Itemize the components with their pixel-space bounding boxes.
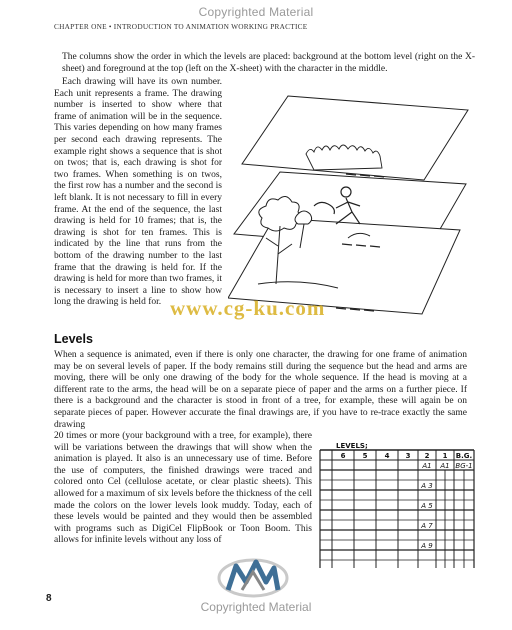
paragraph-levels <box>54 350 467 431</box>
xsheet-col-6: 6 <box>340 452 346 460</box>
xsheet-entry-a7: A 7 <box>421 522 433 530</box>
watermark-logo <box>214 552 292 600</box>
xsheet-entry-a5: A 5 <box>421 502 433 510</box>
section-heading-levels: Levels <box>54 332 93 346</box>
paragraph-columns: The columns show the order in which the levels are placed: background at the bottom level (right on the X-sheet) and foreground at the top (left on the X-sheet) with the character in the middle. <box>62 52 475 74</box>
xsheet-col-3: 3 <box>405 452 411 460</box>
xsheet-illustration <box>318 440 476 570</box>
paragraph-drawing-number-text: Each drawing will have its own number. Each unit represents a frame. The drawing number is inserted to show where that frame of animation will be in the sequence. This varies depending on how many frames per second each drawing represents. The example right shows a sequence that is shot on twos; that is, each drawing is shot for two frames. When something is on twos, the first row has a number and the second is left blank. It is not necessary to fill in every frame. At the end of the sequence, the last drawing is held for 10 frames; that is, the drawing is shot for ten frames. This is indicated by the line that runs from the bottom of the drawing number to the last frame that the drawing is held for. If the drawing is held for more than two frames, it is necessary to insert a line to show how long the drawing is held for. <box>54 77 222 308</box>
xsheet-cell-2-1: A1 <box>422 462 432 470</box>
site-watermark: www.cg-ku.com <box>170 296 326 320</box>
page-number: 8 <box>46 593 52 604</box>
copyright-watermark-bottom: Copyrighted Material <box>200 600 312 614</box>
xsheet-entry-a9: A 9 <box>421 542 433 550</box>
xsheet-col-2: 2 <box>424 452 430 460</box>
copyright-watermark-top: Copyrighted Material <box>198 5 314 19</box>
running-head: CHAPTER ONE • INTRODUCTION TO ANIMATION WORKING PRACTICE <box>54 22 308 31</box>
xsheet-title: LEVELS; <box>336 442 368 450</box>
paragraph-cel: 20 times or more (your background with a tree, for example), there will be variations between the drawings that will show when the animation is played. It also is an unnecessary use of time. Before the use of computers, the finished drawings were traced and colored onto Cel (cellulose acetate, or clear plastic sheets). This allowed for a maximum of six levels before the thickness of the cell made the colors on the lower levels look muddy. Today, each of these levels would be painted and they would then be assembled with programs such as DigiCel FlipBook or Toon Boom. This allows for infinite levels without any loss of <box>54 431 313 546</box>
paragraph-levels-text: When a sequence is animated, even if there is only one character, the drawing for one frame of animation may be on several levels of paper. If the body remains still during the sequence but the head and arms are moving, there will be only one drawing of the body for the whole sequence. If the head is moving at a different rate to the arms, the head will be on a separate piece of paper and the arms on a further piece. If there is a background and the character is stood in front of a tree, for example, these will again be on separate pieces of paper. However accurate the final drawings <box>54 350 467 418</box>
xsheet-entry-a3: A 3 <box>421 482 433 490</box>
xsheet-cell-bg-1: BG-1 <box>455 462 473 470</box>
xsheet-cell-1-1: A1 <box>440 462 450 470</box>
xsheet-col-5: 5 <box>362 452 368 460</box>
xsheet-col-1: 1 <box>442 452 448 460</box>
layers-illustration <box>228 88 474 328</box>
xsheet-col-bg: B.G. <box>455 452 473 460</box>
paragraph-drawing-number <box>54 77 222 309</box>
paragraph-levels-cont: are, if you have to re-trace exactly the same drawing <box>54 407 467 430</box>
xsheet-col-4: 4 <box>384 452 390 460</box>
